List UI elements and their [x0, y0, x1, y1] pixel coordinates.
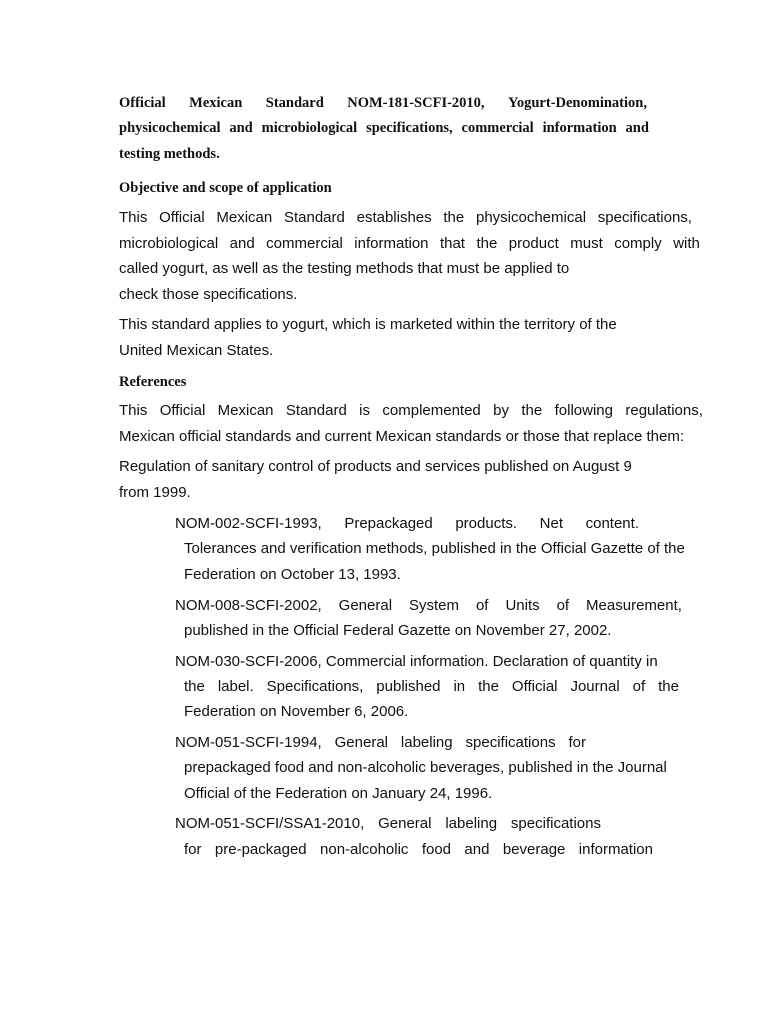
word: pre-packaged — [214, 841, 307, 858]
objective-p1-line-3: called yogurt, as well as the testing methods that must be applied to — [119, 260, 570, 277]
bullet-icon — [162, 734, 175, 752]
reference-item-line-2: published in the Official Federal Gazette on November 27, 2002. — [184, 622, 612, 639]
word: Yogurt-Denomination, — [508, 95, 647, 111]
reference-item-line-3: Federation on November 6, 2006. — [184, 703, 409, 720]
word: specifications, — [597, 209, 692, 226]
word: with — [673, 235, 700, 252]
word: the — [478, 678, 499, 695]
reference-item-line-1 — [162, 815, 601, 833]
word: Standard — [285, 402, 347, 419]
word: NOM-008-SCFI-2002, — [175, 597, 322, 614]
word: content. — [585, 515, 639, 532]
word: System — [409, 597, 460, 614]
word: commercial — [461, 120, 534, 136]
word: the — [443, 209, 465, 226]
word: information — [542, 120, 617, 136]
word: Mexican — [189, 95, 243, 111]
word: non-alcoholic — [320, 841, 409, 858]
references-p2-line-2: from 1999. — [119, 484, 191, 501]
word: and — [625, 120, 649, 136]
word: NOM-002-SCFI-1993, — [175, 515, 322, 532]
objective-heading: Objective and scope of application — [119, 180, 332, 196]
bullet-icon — [162, 815, 175, 833]
word: and — [229, 235, 255, 252]
word: physicochemical — [119, 120, 221, 136]
word: of — [475, 597, 489, 614]
word: Units — [505, 597, 540, 614]
word: establishes — [356, 209, 432, 226]
word: General — [378, 815, 432, 832]
word: labeling — [400, 734, 453, 751]
word: General — [338, 597, 393, 614]
title-line-3: testing methods. — [119, 146, 220, 162]
objective-p2-line-1: This standard applies to yogurt, which is marketed within the territory of the — [119, 316, 617, 333]
word: of — [556, 597, 570, 614]
word: in — [453, 678, 466, 695]
reference-item-line-2: Tolerances and verification methods, published in the Official Gazette of the — [184, 540, 685, 557]
word: that — [439, 235, 465, 252]
references-p1-line-1 — [119, 402, 703, 420]
objective-p1-line-1 — [119, 209, 692, 227]
reference-item-line-2 — [184, 678, 679, 696]
word: of — [632, 678, 646, 695]
word: published — [376, 678, 441, 695]
word: This — [119, 402, 148, 419]
reference-item-line-1: NOM-030-SCFI-2006, Commercial information. Declaration of quantity in — [175, 653, 658, 670]
bullet-icon — [162, 597, 175, 615]
word: Mexican — [216, 209, 273, 226]
word: labeling — [445, 815, 498, 832]
word: and — [229, 120, 253, 136]
word: and — [464, 841, 490, 858]
word: food — [421, 841, 452, 858]
word: by — [493, 402, 509, 419]
bullet-icon — [162, 515, 175, 533]
word: specifications, — [366, 120, 453, 136]
objective-p1-line-2 — [119, 235, 700, 253]
word: microbiological — [261, 120, 358, 136]
word: commercial — [266, 235, 343, 252]
word: Official — [119, 95, 166, 111]
word: Specifications, — [266, 678, 364, 695]
references-p2-line-1: Regulation of sanitary control of products and services published on August 9 — [119, 458, 632, 475]
reference-item-line-3: Federation on October 13, 1993. — [184, 566, 401, 583]
word: Prepackaged — [344, 515, 433, 532]
word: Official — [511, 678, 558, 695]
word: Journal — [570, 678, 620, 695]
word: Measurement, — [586, 597, 682, 614]
word: This — [119, 209, 148, 226]
word: complemented — [382, 402, 481, 419]
title-line-1 — [119, 94, 647, 112]
word: the — [521, 402, 543, 419]
word: the — [658, 678, 679, 695]
word: General — [334, 734, 388, 751]
word: beverage — [502, 841, 566, 858]
word: is — [359, 402, 371, 419]
word: following — [554, 402, 613, 419]
word: NOM-051-SCFI/SSA1-2010, — [175, 815, 365, 832]
word: specifications — [510, 815, 601, 832]
word: NOM-051-SCFI-1994, — [175, 734, 322, 751]
word: microbiological — [119, 235, 219, 252]
word: product — [508, 235, 559, 252]
objective-p2-line-2: United Mexican States. — [119, 342, 274, 359]
reference-item-line-1 — [162, 515, 639, 533]
word: Net — [539, 515, 563, 532]
word: Mexican — [217, 402, 274, 419]
word: Official — [159, 402, 206, 419]
references-p1-line-2: Mexican official standards and current Mexican standards or those that replace them: — [119, 428, 685, 445]
word: for — [568, 734, 586, 751]
word: Official — [159, 209, 205, 226]
word: Standard — [283, 209, 345, 226]
word: for — [184, 841, 202, 858]
word: NOM-181-SCFI-2010, — [347, 95, 485, 111]
word: must — [570, 235, 603, 252]
reference-item-line-3: Official of the Federation on January 24, 1996. — [184, 785, 493, 802]
references-heading: References — [119, 374, 187, 390]
reference-item-line-2 — [184, 841, 653, 859]
word: regulations, — [625, 402, 703, 419]
word: Standard — [265, 95, 324, 111]
reference-item-line-2: prepackaged food and non-alcoholic beverages, published in the Journal — [184, 759, 667, 776]
word: physicochemical — [475, 209, 587, 226]
word: products. — [455, 515, 518, 532]
word: the — [476, 235, 498, 252]
word: specifications — [465, 734, 556, 751]
word: label. — [217, 678, 254, 695]
reference-item-line-1 — [162, 597, 682, 615]
word: comply — [614, 235, 662, 252]
word: the — [184, 678, 205, 695]
word: information — [578, 841, 653, 858]
title-line-2 — [119, 119, 649, 137]
objective-p1-line-4: check those specifications. — [119, 286, 298, 303]
reference-item-line-1 — [162, 734, 586, 752]
word: information — [354, 235, 429, 252]
